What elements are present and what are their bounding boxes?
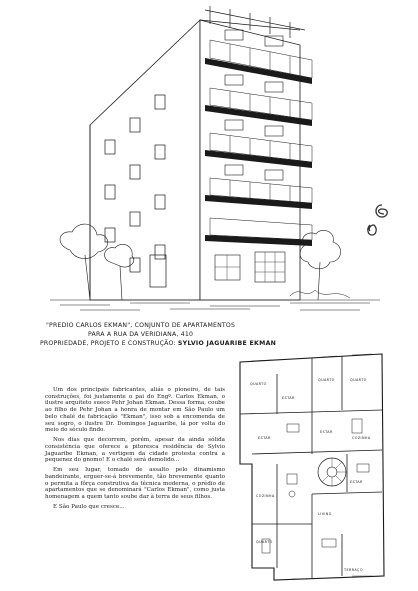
article-paragraph-1: Um dos principais fabricantes, aliás o pioneiro, de tais construções, foi justamente o pai do Engº. Carlos Ekman, o ilustre arquiteto sueco Pehr Johan Ekman. Dessa forma, coube ao filho de Pehr Johan a honra de montar em São Paulo um belo chalé de fabricação "Ekman", isso sob a encomenda de seu sogro, o ilustre Dr. Domingos Jaguaribe, lá por volta do meio do século findo. <box>45 387 225 434</box>
plan-label-quarto-4: QUARTO <box>256 540 273 544</box>
plan-label-estar-2: ESTAR <box>320 430 333 434</box>
caption-credit-prefix: PROPRIEDADE, PROJETO E CONSTRUÇÃO: <box>40 340 176 347</box>
caption-line-2: PARA A RUA DA VERIDIANA, 410 <box>88 331 194 338</box>
plan-label-living: LIVING <box>318 512 332 516</box>
plan-label-cozinha-2: COZINHA <box>256 494 275 498</box>
article-paragraph-2: Nos dias que decorrem, porém, apesar da ainda sólida consistência que oferece a pitoresca residência de Sylvio Jaguaribe Ekman, a vertigem da cidade protesta contra a pequenez do gnomo! E o chalé será demolido... <box>45 437 225 464</box>
floor-plan <box>232 344 392 584</box>
floor-plan-drawing <box>232 344 392 584</box>
plan-label-estar-3: ESTAR <box>258 436 271 440</box>
building-perspective-drawing <box>50 0 380 330</box>
article-body <box>45 387 225 514</box>
plan-label-quarto-1: QUARTO <box>250 382 267 386</box>
article-paragraph-4: E São Paulo que cresce... <box>53 503 125 510</box>
plan-label-estar-4: ESTAR <box>350 480 363 484</box>
article-paragraph-3: Em seu lugar, tomado de assalto pelo dinamismo bandeirante, erguer-se-á brevemente, tão brevemente quanto o permita a fôrça construtiva da técnica moderna, o prédio de apartamentos que se denominará "Carlos Ekman", como justa homenagem a quem tanto soube dar à terra de seus filhos. <box>45 467 225 500</box>
caption-author-name: SYLVIO JAGUARIBE EKMAN <box>177 340 277 347</box>
plan-label-estar-1: ESTAR <box>282 396 295 400</box>
plan-label-terraco: TERRAÇO <box>344 568 363 572</box>
handwritten-marks <box>360 195 410 245</box>
plan-label-quarto-3: QUARTO <box>350 378 367 382</box>
caption-line-1: "PREDIO CARLOS EKMAN", CONJUNTO DE APARTAMENTOS <box>46 322 236 329</box>
plan-label-quarto-2: QUARTO <box>318 378 335 382</box>
plan-label-cozinha-1: COZINHA <box>352 436 371 440</box>
